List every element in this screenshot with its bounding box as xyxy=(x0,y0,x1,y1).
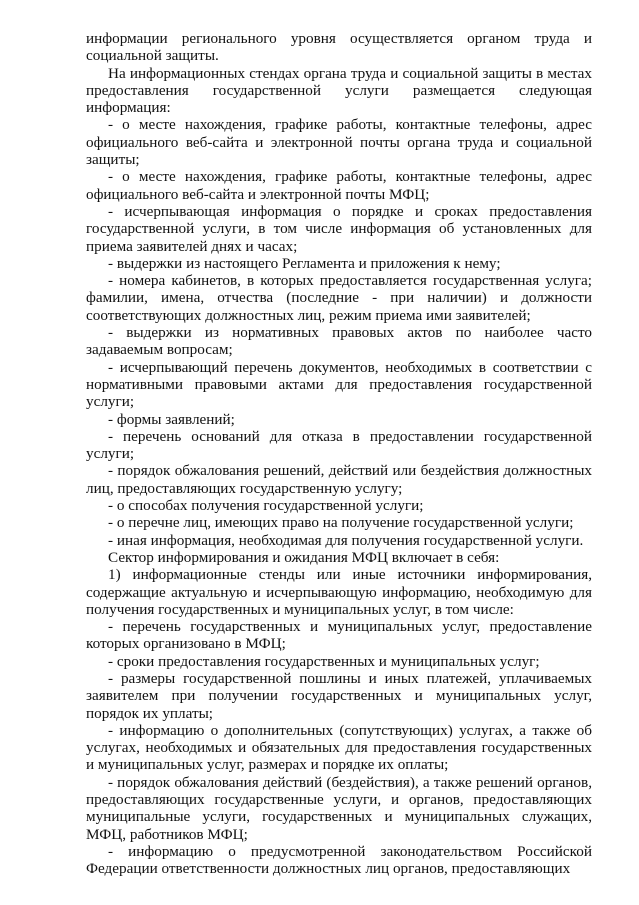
list-item: - информацию о предусмотренной законодательством Российской Федерации ответственности должностных лиц органов, предоставляющих xyxy=(86,842,592,878)
document-page xyxy=(86,30,592,878)
list-item: - перечень государственных и муниципальных услуг, предоставление которых организовано в МФЦ; xyxy=(86,618,592,653)
list-item: - порядок обжалования решений, действий или бездействия должностных лиц, предоставляющих государственную услугу; xyxy=(86,462,592,497)
list-item: - о способах получения государственной услуги; xyxy=(108,497,424,515)
list-item: - перечень оснований для отказа в предоставлении государственной услуги; xyxy=(86,427,592,463)
list-item: - о месте нахождения, графике работы, контактные телефоны, адрес официального веб-сайта и электронной почты органа труда и социальной защиты; xyxy=(86,116,592,169)
list-item: - иная информация, необходимая для получения государственной услуги. xyxy=(108,531,584,549)
list-item: - номера кабинетов, в которых предоставляется государственная услуга; фамилии, имена, отчества (последние - при наличии) и должности соответствующих должностных лиц, режим приема ими заявителей; xyxy=(86,272,592,324)
list-item: - о месте нахождения, графике работы, контактные телефоны, адрес официального веб-сайта и электронной почты МФЦ; xyxy=(86,168,592,203)
list-item: - размеры государственной пошлины и иных платежей, уплачиваемых заявителем при получении государственных и муниципальных услуг, порядок их уплаты; xyxy=(86,669,592,722)
list-item: - исчерпывающая информация о порядке и сроках предоставления государственной услуги, в том числе информация об установленных для приема заявителей днях и часах; xyxy=(86,202,592,255)
paragraph: Сектор информирования и ожидания МФЦ включает в себя: xyxy=(108,548,500,566)
list-item: - порядок обжалования действий (бездействия), а также решений органов, предоставляющих государственные услуги, и органов, предоставляющих муниципальные услуги, государственных и муниципальных служащих, МФЦ, работников МФЦ; xyxy=(86,773,592,843)
list-item: - сроки предоставления государственных и муниципальных услуг; xyxy=(108,652,540,670)
list-item: - о перечне лиц, имеющих право на получение государственной услуги; xyxy=(108,514,574,532)
paragraph: На информационных стендах органа труда и социальной защиты в местах предоставления государственной услуги размещается следующая информация: xyxy=(86,64,592,117)
list-item: - выдержки из настоящего Регламента и приложения к нему; xyxy=(108,254,501,272)
list-item: - информацию о дополнительных (сопутствующих) услугах, а также об услугах, необходимых и обязательных для предоставления государственных и муниципальных услуг, размерах и порядке их оплаты; xyxy=(86,721,592,774)
list-item: - исчерпывающий перечень документов, необходимых в соответствии с нормативными правовыми актами для предоставления государственной услуги; xyxy=(86,358,592,411)
paragraph: информации регионального уровня осуществляется органом труда и социальной защиты. xyxy=(86,30,592,65)
list-item: - формы заявлений; xyxy=(108,410,235,428)
list-item: 1) информационные стенды или иные источники информирования, содержащие актуальную и исчерпывающую информацию, необходимую для получения государственных и муниципальных услуг, в том числе: xyxy=(86,566,592,618)
list-item: - выдержки из нормативных правовых актов по наиболее часто задаваемым вопросам; xyxy=(86,324,592,359)
